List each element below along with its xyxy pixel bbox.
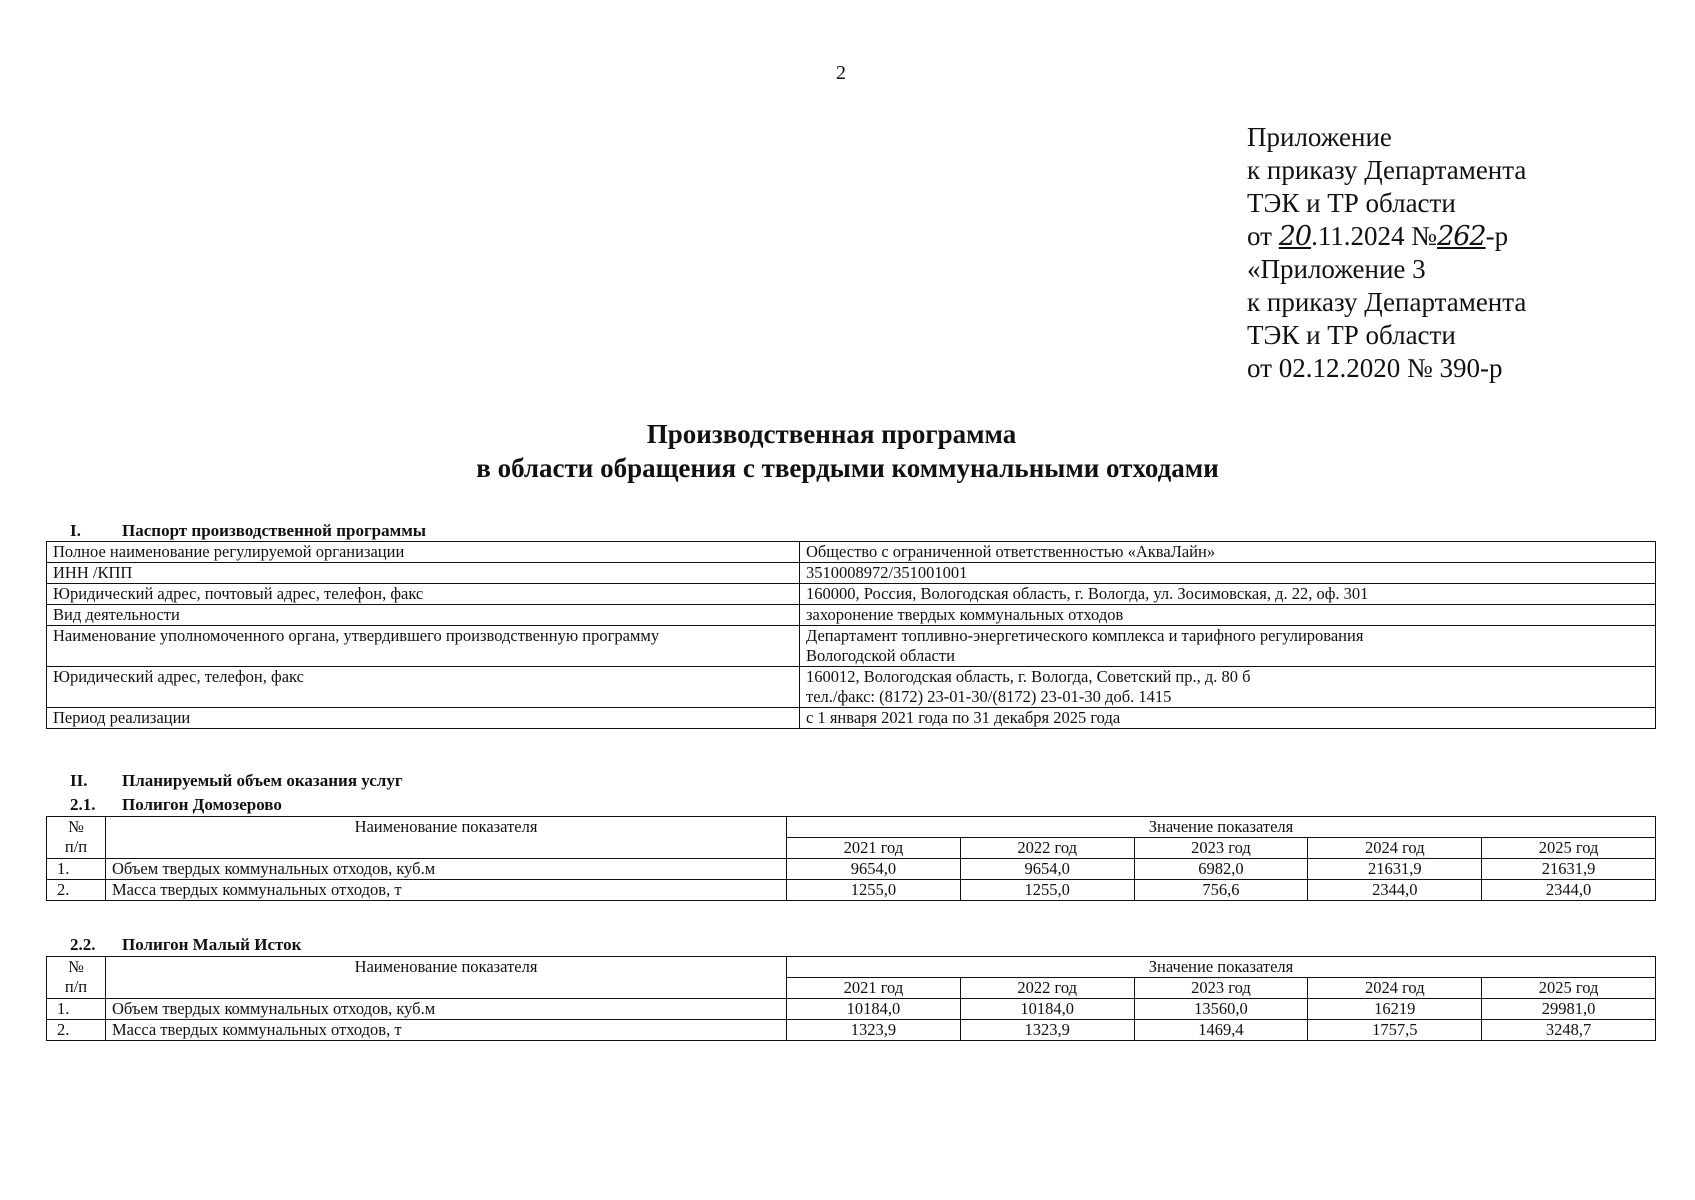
passport-value: Общество с ограниченной ответственностью «АкваЛайн» <box>800 542 1656 563</box>
subsection-2-2-heading <box>70 935 301 955</box>
title-line-2: в области обращения с твердыми коммунальными отходами <box>476 453 1219 483</box>
row-value: 21631,9 <box>1308 859 1482 880</box>
col-name-header: Наименование показателя <box>106 817 787 859</box>
section-2-title: Планируемый объем оказания услуг <box>122 771 403 790</box>
appendix-line: к приказу Департамента <box>1247 155 1527 185</box>
passport-value: с 1 января 2021 года по 31 декабря 2025 года <box>800 708 1656 729</box>
year-header: 2021 год <box>787 978 961 999</box>
table-row <box>47 563 1656 584</box>
handwritten-number: 262 <box>1437 221 1486 252</box>
row-value: 10184,0 <box>787 999 961 1020</box>
section-1-number: I. <box>70 521 81 540</box>
row-value: 9654,0 <box>787 859 961 880</box>
order-suffix: -р <box>1485 221 1509 251</box>
num-header-line1: № <box>68 957 84 976</box>
year-header: 2022 год <box>960 978 1134 999</box>
appendix-line: к приказу Департамента <box>1247 287 1527 317</box>
section-1-heading <box>70 521 426 541</box>
title-line-1: Производственная программа <box>646 419 1017 449</box>
table-row <box>47 708 1656 729</box>
passport-value-line2: тел./факс: (8172) 23-01-30/(8172) 23-01-30 доб. 1415 <box>806 687 1172 706</box>
row-name: Масса твердых коммунальных отходов, т <box>106 880 787 901</box>
row-value: 21631,9 <box>1482 859 1656 880</box>
appendix-order-line <box>1247 220 1526 253</box>
table-row <box>47 859 1656 880</box>
table-row <box>47 1020 1656 1041</box>
row-name: Объем твердых коммунальных отходов, куб.м <box>106 999 787 1020</box>
row-value: 1323,9 <box>787 1020 961 1041</box>
passport-table <box>46 541 1656 729</box>
row-value: 9654,0 <box>960 859 1134 880</box>
row-number: 1. <box>47 999 106 1020</box>
year-header: 2022 год <box>960 838 1134 859</box>
subsection-2-1-number: 2.1. <box>70 795 96 814</box>
row-value: 2344,0 <box>1308 880 1482 901</box>
order-prefix: от <box>1247 221 1279 251</box>
year-header: 2023 год <box>1134 978 1308 999</box>
row-value: 29981,0 <box>1482 999 1656 1020</box>
passport-value-cell <box>800 667 1656 708</box>
row-value: 1469,4 <box>1134 1020 1308 1041</box>
col-value-header: Значение показателя <box>787 817 1656 838</box>
passport-label: Полное наименование регулируемой организации <box>47 542 800 563</box>
row-name: Объем твердых коммунальных отходов, куб.м <box>106 859 787 880</box>
year-header: 2023 год <box>1134 838 1308 859</box>
col-value-header: Значение показателя <box>787 957 1656 978</box>
row-value: 16219 <box>1308 999 1482 1020</box>
passport-label: Юридический адрес, почтовый адрес, телефон, факс <box>47 584 800 605</box>
row-value: 756,6 <box>1134 880 1308 901</box>
row-value: 13560,0 <box>1134 999 1308 1020</box>
section-2-number: II. <box>70 771 88 790</box>
row-value: 1323,9 <box>960 1020 1134 1041</box>
year-header: 2024 год <box>1308 838 1482 859</box>
year-header: 2025 год <box>1482 838 1656 859</box>
page-number: 2 <box>836 62 846 84</box>
year-header: 2024 год <box>1308 978 1482 999</box>
passport-label: Вид деятельности <box>47 605 800 626</box>
passport-value-cell <box>800 626 1656 667</box>
table-row <box>47 667 1656 708</box>
passport-value-line2: Вологодской области <box>806 646 955 665</box>
col-name-header: Наименование показателя <box>106 957 787 999</box>
row-number: 2. <box>47 1020 106 1041</box>
passport-value: 160012, Вологодская область, г. Вологда, Советский пр., д. 80 б <box>806 667 1251 686</box>
passport-value: 160000, Россия, Вологодская область, г. Вологда, ул. Зосимовская, д. 22, оф. 301 <box>800 584 1656 605</box>
order-middle: .11.2024 № <box>1311 221 1438 251</box>
table-row <box>47 605 1656 626</box>
passport-value: 3510008972/351001001 <box>800 563 1656 584</box>
table-header-row <box>47 957 1656 978</box>
row-value: 2344,0 <box>1482 880 1656 901</box>
year-header: 2021 год <box>787 838 961 859</box>
passport-value: захоронение твердых коммунальных отходов <box>800 605 1656 626</box>
num-header-line2: п/п <box>64 977 88 996</box>
row-value: 1255,0 <box>960 880 1134 901</box>
section-2-heading <box>70 771 403 791</box>
appendix-line: «Приложение 3 <box>1247 254 1426 284</box>
section-1-title: Паспорт производственной программы <box>122 521 427 540</box>
table-row <box>47 584 1656 605</box>
volume-table-domozerovo <box>46 816 1656 901</box>
num-header-line1: № <box>68 817 84 836</box>
appendix-line: Приложение <box>1247 122 1392 152</box>
num-header-line2: п/п <box>64 837 88 856</box>
passport-label: Юридический адрес, телефон, факс <box>47 667 800 708</box>
row-value: 10184,0 <box>960 999 1134 1020</box>
subsection-2-1-title: Полигон Домозерово <box>122 795 282 814</box>
row-value: 6982,0 <box>1134 859 1308 880</box>
table-row <box>47 542 1656 563</box>
volume-table-maly-istok <box>46 956 1656 1041</box>
col-num-header <box>47 957 106 999</box>
row-number: 1. <box>47 859 106 880</box>
passport-label: Период реализации <box>47 708 800 729</box>
table-header-row <box>47 817 1656 838</box>
appendix-line: от 02.12.2020 № 390-р <box>1247 353 1503 383</box>
table-row <box>47 626 1656 667</box>
row-value: 1255,0 <box>787 880 961 901</box>
document-title <box>0 417 1695 485</box>
subsection-2-1-heading <box>70 795 282 815</box>
table-row <box>47 880 1656 901</box>
col-num-header <box>47 817 106 859</box>
row-name: Масса твердых коммунальных отходов, т <box>106 1020 787 1041</box>
passport-label: ИНН /КПП <box>47 563 800 584</box>
table-row <box>47 999 1656 1020</box>
subsection-2-2-number: 2.2. <box>70 935 96 954</box>
appendix-line: ТЭК и ТР области <box>1247 320 1456 350</box>
row-number: 2. <box>47 880 106 901</box>
row-value: 1757,5 <box>1308 1020 1482 1041</box>
passport-label: Наименование уполномоченного органа, утвердившего производственную программу <box>47 626 800 667</box>
appendix-line: ТЭК и ТР области <box>1247 188 1456 218</box>
subsection-2-2-title: Полигон Малый Исток <box>122 935 302 954</box>
year-header: 2025 год <box>1482 978 1656 999</box>
appendix-block <box>1247 121 1526 385</box>
handwritten-day: 20 <box>1278 221 1312 252</box>
row-value: 3248,7 <box>1482 1020 1656 1041</box>
passport-value: Департамент топливно-энергетического комплекса и тарифного регулирования <box>806 626 1364 645</box>
